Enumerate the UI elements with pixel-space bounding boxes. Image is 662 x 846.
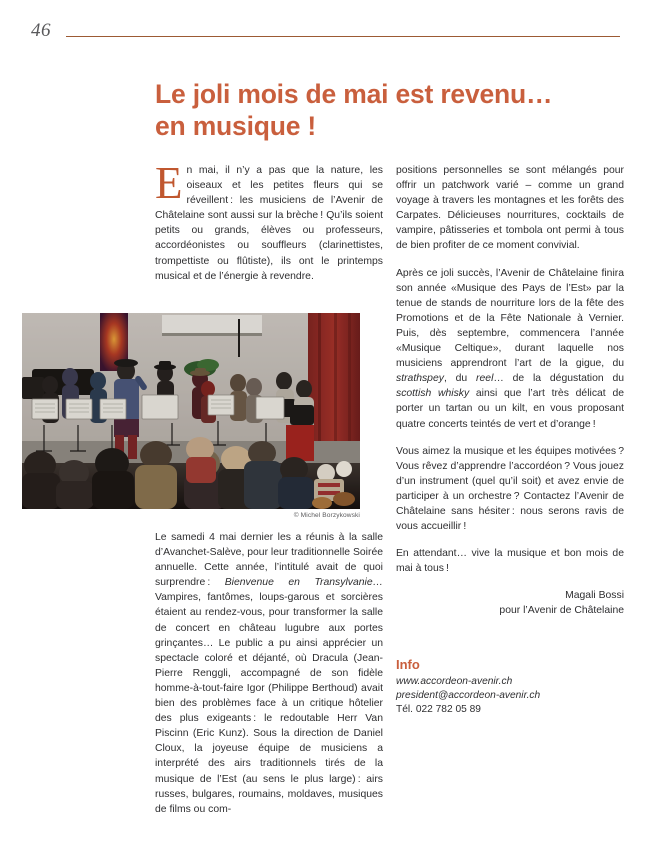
paragraph-patchwork: positions personnelles se sont mélangés pour offrir un patchwork varié – comme un grand voyage à travers les montagnes et les forêts des Carpates. Délicieuses nourritures, cocktails de vampire, pâtisseries et tombola ont permi à tous de bien profiter de ce moment convivial. (396, 165, 624, 252)
article-title (155, 78, 625, 143)
info-website[interactable]: www.accordeon-avenir.ch (396, 676, 513, 687)
header-divider-rule (66, 36, 620, 37)
page-number: 46 (31, 20, 51, 41)
article-signature (396, 588, 624, 618)
concert-photo-figure (22, 313, 360, 519)
paragraph-soiree-post: Vampires, fantômes, loups-garous et sorcières étaient au rendez-vous, pour transformer la salle de concert en château lugubre aux portes grinçantes… Le public a pu ainsi apprécier un spectacle coloré et déjanté, où Dracula (Jean-Pierre Renggli, accompagné de son fidèle homme-à-tout-faire Igor (Philippe Berthoud) avait bien des problèmes face à un critique hôtelier des plus exigeants : le redoutable Herr Van Piscinn (Eric Kunz). Sous la direction de Daniel Cloux, la joyeuse équipe de musiciens a interprété des airs traditionnels tirés de la musique de l’Est (au sens le plus large) : airs russes, bulgares, roumains, moldaves, musiques de films ou com- (155, 592, 383, 815)
term-strathspey: strathspey (396, 373, 444, 385)
concert-photo (22, 313, 360, 509)
paragraph-saison-post: ainsi que l’art très délicat de porter un tartan ou un kilt, en vous proposant quatre concerts teintés de vert et d’orange ! (396, 388, 624, 430)
paragraph-intro (155, 158, 383, 284)
paragraph-saison-pre: Après ce joli succès, l’Avenir de Châtelaine finira son année «Musique des Pays de l’Est» par la tenue de stands de nourriture lors de la fête des Promotions et de la Fête Nationale à Vernier. Puis, dès septembre, commencera l’année «Musique Celtique», durant laquelle nos musiciens apprendront l’art de la gigue, du (396, 267, 624, 370)
paragraph-saison-mid2: … de la dégustation du (493, 373, 625, 385)
info-phone: Tél. 022 782 05 89 (396, 704, 481, 716)
article-body-right (396, 163, 624, 576)
paragraph-soiree-pre: Le samedi 4 mai dernier les a réunis à la salle d’Avanchet-Salève, pour leur traditionnelle Soirée annuelle. Cette année, l’intitulé avait de quoi surprendre : (155, 532, 383, 589)
paragraph-saison-mid1: , du (443, 373, 477, 385)
photo-credit: © Michel Borzykowski (293, 512, 360, 519)
paragraph-recrutement: Vous aimez la musique et les équipes motivées ? Vous rêvez d’apprendre l’accordéon ? Vous jouez d’un instrument (quel qu’il soit) et avez envie de participer à un orchestre ? Contactez l’Avenir de Châtelaine sans hésiter : nous serons ravis de vous accueillir ! (396, 445, 624, 533)
drop-cap: E (155, 158, 183, 208)
paragraph-soiree (155, 530, 383, 817)
article-body-left-top (155, 158, 383, 284)
paragraph-cloture: En attendant… vive la musique et bon mois de mai à tous ! (396, 548, 624, 575)
page-header (0, 0, 662, 60)
term-reel: reel (476, 373, 494, 385)
signature-author: Magali Bossi (565, 590, 624, 601)
info-box (396, 657, 624, 718)
info-email[interactable]: president@accordeon-avenir.ch (396, 690, 541, 702)
info-box-title: Info (396, 657, 420, 672)
article-body-left-bottom (155, 530, 383, 817)
event-title-italic: Bienvenue en Transylvanie… (224, 577, 383, 589)
article-title-line-2: en musique ! (155, 111, 317, 142)
term-scottish-whisky: scottish whisky (396, 388, 470, 400)
concert-photo-image (22, 313, 360, 509)
paragraph-saison (396, 266, 624, 432)
signature-organisation: pour l’Avenir de Châtelaine (499, 605, 624, 617)
article-title-line-1: Le joli mois de mai est revenu… (155, 79, 553, 109)
paragraph-intro-text: n mai, il n’y a pas que la nature, les oiseaux et les petites fleurs qui se réveillent : les musiciens de l’Avenir de Châtelaine sont aussi sur la brèche ! Qu’ils soient petits ou grands, élèves ou professeurs, accordéonistes ou souffleurs (clarinettistes, trompettiste ou flûtiste), ils ont le printemps musical et de l’énergie à revendre. (155, 165, 383, 282)
